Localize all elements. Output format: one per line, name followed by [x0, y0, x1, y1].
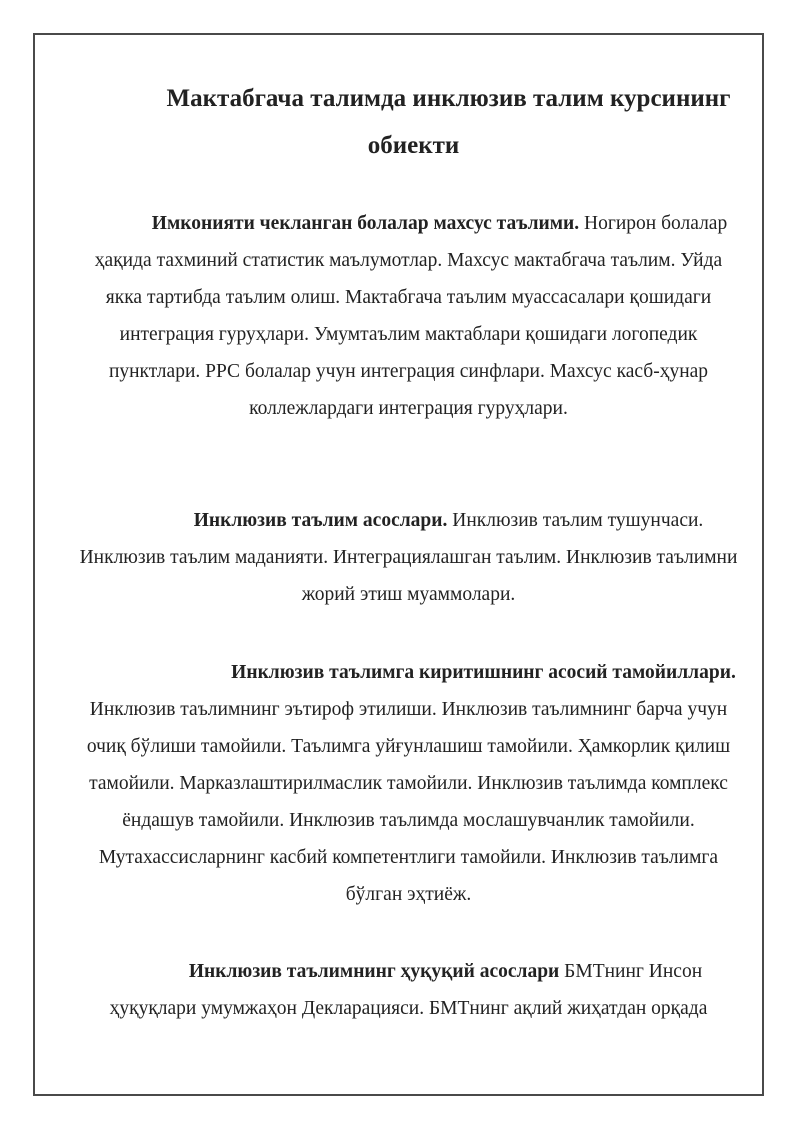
page-title — [75, 75, 752, 169]
section-body: Ногирон болалар ҳақида тахминий статистик маълумотлар. Махсус мактабгача таълим. Уйда якка тартибда таълим олиш. Мактабгача таълим муассасалари қошидаги интеграция гуруҳлари. Умумтаълим мактаблари қошидаги логопедик пунктлари. РРС болалар учун интеграция синфлари. Махсус касб-ҳунар коллежлардаги интеграция гуруҳлари. — [94, 213, 728, 419]
section-paragraph — [75, 654, 742, 913]
section-paragraph — [75, 502, 742, 613]
section-paragraph — [75, 953, 742, 1027]
section-body: Инклюзив таълимнинг эътироф этилиши. Инклюзив таълимнинг барча учун очиқ бўлиши тамойили. Таълимга уйғунлашиш тамойили. Ҳамкорлик қилиш тамойили. Марказлаштирилмаслик тамойили. Инклюзив таълимда комплекс ёндашув тамойили. Инклюзив таълимда мослашувчанлик тамойили. Мутахассисларнинг касбий компетентлиги тамойили. Инклюзив таълимга бўлган эҳтиёж. — [86, 699, 731, 905]
section-heading: Инклюзив таълимнинг ҳуқуқий асослари — [188, 961, 560, 982]
section-heading: Имконияти чекланган болалар махсус таълими. — [151, 213, 580, 234]
section-heading: Инклюзив таълимга киритишнинг асосий тамойиллари. — [231, 662, 736, 683]
section-paragraph — [75, 205, 742, 427]
title-line-2: обиекти — [367, 132, 460, 159]
title-line-1: Мактабгача талимда инклюзив талим курсининг — [166, 85, 731, 112]
section-heading: Инклюзив таълим асослари. — [193, 510, 448, 531]
page-frame — [33, 33, 764, 1096]
section-body: БМТнинг Инсон ҳуқуқлари умумжаҳон Декларацияси. БМТнинг ақлий жиҳатдан орқада — [109, 961, 708, 1019]
section-body: Инклюзив таълим тушунчаси. Инклюзив таълим маданияти. Интеграциялашган таълим. Инклюзив таълимни жорий этиш муаммолари. — [79, 510, 738, 605]
